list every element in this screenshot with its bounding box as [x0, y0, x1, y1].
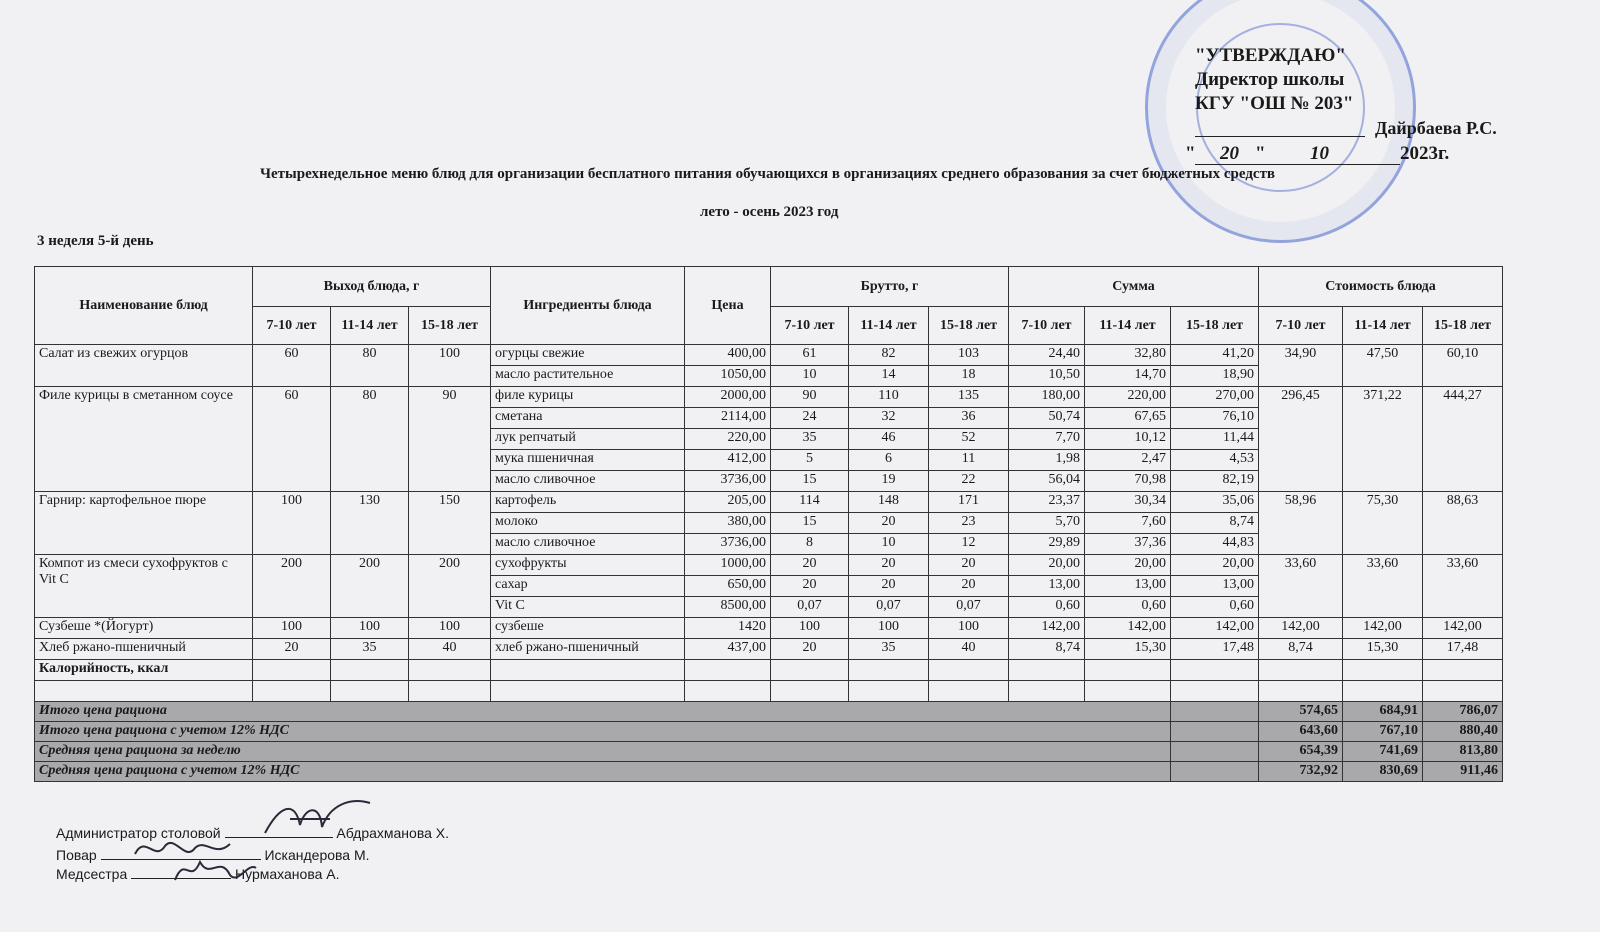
table-cell: 110: [849, 387, 929, 408]
table-cell: хлеб ржано-пшеничный: [491, 639, 685, 660]
table-cell: 400,00: [685, 345, 771, 366]
table-cell: 100: [253, 618, 331, 639]
approval-position: Директор школы: [1195, 69, 1345, 90]
table-cell: 33,60: [1343, 555, 1423, 618]
total-label: Итого цена рациона с учетом 12% НДС: [35, 722, 1171, 742]
total-value: 643,60: [1259, 722, 1343, 742]
table-cell: 103: [929, 345, 1009, 366]
total-value: 574,65: [1259, 702, 1343, 722]
table-cell: 20: [771, 639, 849, 660]
signature-role: Медсестра: [56, 866, 128, 882]
table-cell: [849, 681, 929, 702]
table-cell: филе курицы: [491, 387, 685, 408]
header-age: 7-10 лет: [253, 307, 331, 345]
table-cell: 35: [771, 429, 849, 450]
table-cell: 142,00: [1171, 618, 1259, 639]
table-cell: 23,37: [1009, 492, 1085, 513]
table-cell: 4,53: [1171, 450, 1259, 471]
table-cell: 56,04: [1009, 471, 1085, 492]
table-row: [35, 555, 1503, 576]
table-cell: 200: [253, 555, 331, 618]
table-cell: [929, 660, 1009, 681]
table-cell: 80: [331, 387, 409, 492]
document-title: Четырехнедельное меню блюд для организации бесплатного питания обучающихся в организациях среднего образования за счет бюджетных средств: [260, 166, 1276, 182]
table-cell: [1343, 681, 1423, 702]
signature-role: Повар: [56, 847, 97, 863]
header-age: 11-14 лет: [849, 307, 929, 345]
table-cell: 13,00: [1085, 576, 1171, 597]
table-cell: 52: [929, 429, 1009, 450]
table-cell: 180,00: [1009, 387, 1085, 408]
table-cell: 35: [331, 639, 409, 660]
table-row: [35, 345, 1503, 366]
total-row: [35, 742, 1503, 762]
table-cell: 20,00: [1171, 555, 1259, 576]
table-cell: 142,00: [1343, 618, 1423, 639]
table-cell: 11,44: [1171, 429, 1259, 450]
table-cell: 61: [771, 345, 849, 366]
table-cell: 32,80: [1085, 345, 1171, 366]
table-cell: 19: [849, 471, 929, 492]
table-cell: [849, 660, 929, 681]
header-age: 11-14 лет: [331, 307, 409, 345]
table-cell: 76,10: [1171, 408, 1259, 429]
table-cell: 36: [929, 408, 1009, 429]
table-cell: 142,00: [1259, 618, 1343, 639]
table-cell: 20: [849, 576, 929, 597]
table-row: [35, 387, 1503, 408]
table-cell: [331, 681, 409, 702]
total-row: [35, 762, 1503, 782]
approval-date-year: 2023г.: [1400, 143, 1450, 164]
approval-block: [1185, 44, 1575, 168]
table-cell: 30,34: [1085, 492, 1171, 513]
total-label: Средняя цена рациона с учетом 12% НДС: [35, 762, 1171, 782]
table-cell: 18,90: [1171, 366, 1259, 387]
table-cell: Хлеб ржано-пшеничный: [35, 639, 253, 660]
table-cell: 33,60: [1423, 555, 1503, 618]
approval-org: КГУ "ОШ № 203": [1195, 93, 1354, 114]
table-cell: 220,00: [1085, 387, 1171, 408]
table-cell: 44,83: [1171, 534, 1259, 555]
total-value: 880,40: [1423, 722, 1503, 742]
table-cell: 114: [771, 492, 849, 513]
total-value: 767,10: [1343, 722, 1423, 742]
table-cell: 650,00: [685, 576, 771, 597]
table-cell: 75,30: [1343, 492, 1423, 555]
table-cell: 60,10: [1423, 345, 1503, 387]
table-cell: 90: [409, 387, 491, 492]
table-cell: 90: [771, 387, 849, 408]
table-cell: 13,00: [1171, 576, 1259, 597]
signature-name: Искандерова М.: [264, 847, 370, 863]
table-cell: [1171, 762, 1259, 782]
table-cell: [1171, 702, 1259, 722]
table-cell: [491, 660, 685, 681]
spacer-row: [35, 681, 1503, 702]
total-value: 741,69: [1343, 742, 1423, 762]
table-cell: 1,98: [1009, 450, 1085, 471]
table-cell: 100: [771, 618, 849, 639]
table-cell: [1085, 681, 1171, 702]
table-cell: [1009, 660, 1085, 681]
table-cell: 0,60: [1009, 597, 1085, 618]
table-cell: сахар: [491, 576, 685, 597]
table-cell: 0,07: [929, 597, 1009, 618]
table-row: [35, 492, 1503, 513]
table-cell: [1171, 660, 1259, 681]
table-cell: 0,60: [1085, 597, 1171, 618]
table-cell: 60: [253, 387, 331, 492]
table-cell: 7,70: [1009, 429, 1085, 450]
table-cell: 142,00: [1009, 618, 1085, 639]
table-cell: [685, 660, 771, 681]
table-cell: 0,07: [771, 597, 849, 618]
table-cell: 200: [331, 555, 409, 618]
table-cell: 12: [929, 534, 1009, 555]
table-cell: 20,00: [1085, 555, 1171, 576]
day-label: 3 неделя 5-й день: [37, 233, 154, 249]
table-cell: 20: [929, 576, 1009, 597]
table-cell: 0,07: [849, 597, 929, 618]
table-cell: 22: [929, 471, 1009, 492]
table-cell: [1259, 660, 1343, 681]
menu-table-body: [35, 345, 1503, 782]
approval-signature-name: Дайрбаева Р.С.: [1375, 118, 1497, 138]
table-cell: 1420: [685, 618, 771, 639]
handwritten-signature-admin: [260, 795, 380, 845]
table-cell: 24,40: [1009, 345, 1085, 366]
table-cell: [1171, 742, 1259, 762]
table-cell: 88,63: [1423, 492, 1503, 555]
table-cell: 437,00: [685, 639, 771, 660]
table-cell: [253, 660, 331, 681]
table-cell: молоко: [491, 513, 685, 534]
table-cell: 24: [771, 408, 849, 429]
table-cell: сухофрукты: [491, 555, 685, 576]
table-cell: 200: [409, 555, 491, 618]
table-cell: 11: [929, 450, 1009, 471]
table-cell: 23: [929, 513, 1009, 534]
table-cell: 100: [409, 618, 491, 639]
header-age: 11-14 лет: [1085, 307, 1171, 345]
table-cell: 14: [849, 366, 929, 387]
table-cell: 67,65: [1085, 408, 1171, 429]
table-cell: 2114,00: [685, 408, 771, 429]
table-cell: 412,00: [685, 450, 771, 471]
table-cell: 5: [771, 450, 849, 471]
table-cell: 3736,00: [685, 471, 771, 492]
table-cell: 18: [929, 366, 1009, 387]
approval-date: " 20 " 10 2023г.: [1185, 143, 1450, 164]
table-cell: 40: [409, 639, 491, 660]
table-cell: [35, 681, 253, 702]
table-cell: Салат из свежих огурцов: [35, 345, 253, 387]
table-cell: 371,22: [1343, 387, 1423, 492]
table-cell: 82: [849, 345, 929, 366]
table-cell: 20: [771, 555, 849, 576]
header-age: 11-14 лет: [1343, 307, 1423, 345]
table-cell: 130: [331, 492, 409, 555]
table-cell: [771, 660, 849, 681]
table-cell: картофель: [491, 492, 685, 513]
table-row: [35, 639, 1503, 660]
total-row: [35, 702, 1503, 722]
table-cell: 20: [849, 555, 929, 576]
table-cell: 37,36: [1085, 534, 1171, 555]
table-cell: 10: [771, 366, 849, 387]
table-cell: 296,45: [1259, 387, 1343, 492]
table-cell: Компот из смеси сухофруктов с Vit C: [35, 555, 253, 618]
total-value: 830,69: [1343, 762, 1423, 782]
header-age: 15-18 лет: [929, 307, 1009, 345]
table-cell: 100: [409, 345, 491, 387]
header-age: 15-18 лет: [409, 307, 491, 345]
table-cell: 33,60: [1259, 555, 1343, 618]
table-cell: 8,74: [1009, 639, 1085, 660]
table-cell: 14,70: [1085, 366, 1171, 387]
table-cell: 70,98: [1085, 471, 1171, 492]
table-cell: [1171, 722, 1259, 742]
table-cell: 205,00: [685, 492, 771, 513]
signature-admin: [56, 825, 449, 841]
handwritten-signature-nurse: [170, 850, 260, 890]
approval-date-day: 20: [1220, 143, 1239, 164]
table-cell: 444,27: [1423, 387, 1503, 492]
table-cell: 32: [849, 408, 929, 429]
table-cell: Vit C: [491, 597, 685, 618]
table-cell: 20: [771, 576, 849, 597]
table-cell: масло сливочное: [491, 471, 685, 492]
total-value: 813,80: [1423, 742, 1503, 762]
table-cell: 150: [409, 492, 491, 555]
table-cell: 20,00: [1009, 555, 1085, 576]
table-cell: [1085, 660, 1171, 681]
calories-label: Калорийность, ккал: [35, 660, 253, 681]
header-cost: Стоимость блюда: [1259, 267, 1503, 307]
table-cell: 100: [849, 618, 929, 639]
header-price: Цена: [685, 267, 771, 345]
table-cell: 15,30: [1085, 639, 1171, 660]
signature-name: Абдрахманова Х.: [336, 825, 450, 841]
approval-signature-row: [1195, 116, 1575, 142]
table-cell: 270,00: [1171, 387, 1259, 408]
table-cell: сметана: [491, 408, 685, 429]
header-ingredients: Ингредиенты блюда: [491, 267, 685, 345]
table-cell: масло растительное: [491, 366, 685, 387]
table-cell: 58,96: [1259, 492, 1343, 555]
table-cell: 13,00: [1009, 576, 1085, 597]
table-cell: 1050,00: [685, 366, 771, 387]
table-cell: 10,12: [1085, 429, 1171, 450]
calories-row: [35, 660, 1503, 681]
table-cell: 8: [771, 534, 849, 555]
table-cell: 82,19: [1171, 471, 1259, 492]
table-cell: 80: [331, 345, 409, 387]
table-cell: [1009, 681, 1085, 702]
table-cell: 7,60: [1085, 513, 1171, 534]
table-cell: 135: [929, 387, 1009, 408]
table-cell: 15: [771, 471, 849, 492]
table-cell: [409, 660, 491, 681]
table-cell: 8500,00: [685, 597, 771, 618]
table-cell: 142,00: [1423, 618, 1503, 639]
table-cell: [409, 681, 491, 702]
table-cell: 10: [849, 534, 929, 555]
header-sum: Сумма: [1009, 267, 1259, 307]
table-cell: [253, 681, 331, 702]
table-cell: 20: [929, 555, 1009, 576]
table-cell: 34,90: [1259, 345, 1343, 387]
table-cell: 50,74: [1009, 408, 1085, 429]
table-cell: 100: [929, 618, 1009, 639]
header-age: 15-18 лет: [1423, 307, 1503, 345]
table-cell: [491, 681, 685, 702]
header-age: 7-10 лет: [1009, 307, 1085, 345]
table-cell: 15: [771, 513, 849, 534]
table-cell: 41,20: [1171, 345, 1259, 366]
table-cell: 29,89: [1009, 534, 1085, 555]
table-cell: 2000,00: [685, 387, 771, 408]
table-cell: 20: [849, 513, 929, 534]
header-age: 15-18 лет: [1171, 307, 1259, 345]
total-value: 684,91: [1343, 702, 1423, 722]
header-yield: Выход блюда, г: [253, 267, 491, 307]
table-cell: [1259, 681, 1343, 702]
table-cell: [929, 681, 1009, 702]
table-cell: Филе курицы в сметанном соусе: [35, 387, 253, 492]
table-cell: Гарнир: картофельное пюре: [35, 492, 253, 555]
table-cell: 20: [253, 639, 331, 660]
table-cell: 17,48: [1171, 639, 1259, 660]
table-cell: 1000,00: [685, 555, 771, 576]
table-cell: 10,50: [1009, 366, 1085, 387]
table-cell: сузбеше: [491, 618, 685, 639]
header-age: 7-10 лет: [1259, 307, 1343, 345]
table-cell: масло сливочное: [491, 534, 685, 555]
table-cell: 380,00: [685, 513, 771, 534]
table-cell: 2,47: [1085, 450, 1171, 471]
table-cell: [685, 681, 771, 702]
table-cell: [1423, 660, 1503, 681]
table-cell: 46: [849, 429, 929, 450]
table-cell: 15,30: [1343, 639, 1423, 660]
table-cell: [1171, 681, 1259, 702]
total-value: 911,46: [1423, 762, 1503, 782]
table-cell: 5,70: [1009, 513, 1085, 534]
document-season: лето - осень 2023 год: [700, 204, 839, 220]
table-cell: 6: [849, 450, 929, 471]
table-cell: огурцы свежие: [491, 345, 685, 366]
table-row: [35, 618, 1503, 639]
total-value: 732,92: [1259, 762, 1343, 782]
approval-date-month: 10: [1310, 143, 1329, 164]
table-cell: 47,50: [1343, 345, 1423, 387]
table-cell: 8,74: [1259, 639, 1343, 660]
header-dish-name: Наименование блюд: [35, 267, 253, 345]
table-cell: 148: [849, 492, 929, 513]
table-cell: 35: [849, 639, 929, 660]
table-cell: 35,06: [1171, 492, 1259, 513]
total-label: Итого цена рациона: [35, 702, 1171, 722]
table-cell: 100: [253, 492, 331, 555]
total-label: Средняя цена рациона за неделю: [35, 742, 1171, 762]
table-cell: [1343, 660, 1423, 681]
signature-name: Нурмаханова А.: [235, 866, 340, 882]
table-cell: 60: [253, 345, 331, 387]
table-cell: 0,60: [1171, 597, 1259, 618]
header-age: 7-10 лет: [771, 307, 849, 345]
table-cell: 171: [929, 492, 1009, 513]
header-gross: Брутто, г: [771, 267, 1009, 307]
table-cell: [331, 660, 409, 681]
table-cell: [771, 681, 849, 702]
menu-table: [34, 266, 1503, 782]
total-value: 654,39: [1259, 742, 1343, 762]
table-cell: мука пшеничная: [491, 450, 685, 471]
total-value: 786,07: [1423, 702, 1503, 722]
table-cell: 8,74: [1171, 513, 1259, 534]
table-cell: 100: [331, 618, 409, 639]
table-cell: 142,00: [1085, 618, 1171, 639]
total-row: [35, 722, 1503, 742]
table-cell: Сузбеше *(Йогурт): [35, 618, 253, 639]
table-cell: [1423, 681, 1503, 702]
table-cell: лук репчатый: [491, 429, 685, 450]
table-cell: 17,48: [1423, 639, 1503, 660]
table-cell: 220,00: [685, 429, 771, 450]
table-cell: 3736,00: [685, 534, 771, 555]
table-cell: 40: [929, 639, 1009, 660]
approval-title: "УТВЕРЖДАЮ": [1195, 45, 1346, 66]
signature-role: Администратор столовой: [56, 825, 221, 841]
